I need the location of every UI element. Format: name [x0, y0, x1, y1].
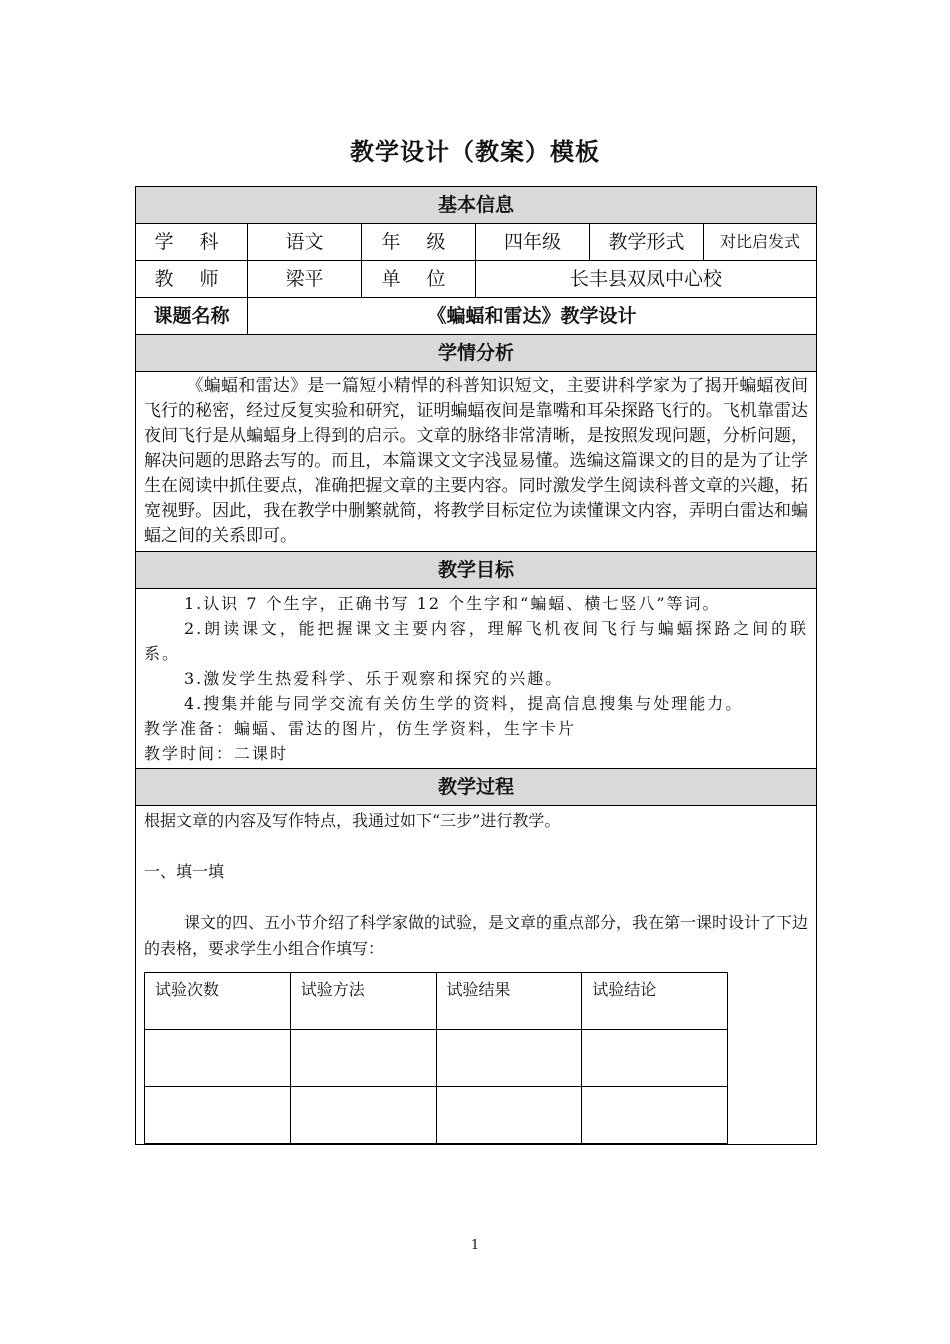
teacher-value: 梁平 — [248, 261, 362, 298]
empty-cell[interactable] — [436, 1030, 582, 1087]
header-trial-result: 试验结果 — [436, 973, 582, 1030]
process-intro: 根据文章的内容及写作特点，我通过如下“三步”进行教学。 — [144, 811, 561, 830]
experiment-table — [144, 972, 728, 1144]
process-header: 教学过程 — [136, 769, 817, 806]
unit-value: 长丰县双凤中心校 — [476, 261, 817, 298]
analysis-header: 学情分析 — [136, 335, 817, 372]
goals-cell — [136, 589, 817, 769]
analysis-text: 《蝙蝠和雷达》是一篇短小精悍的科普知识短文，主要讲科学家为了揭开蝙蝠夜间飞行的秘密，经过反复实验和研究，证明蝙蝠夜间是靠嘴和耳朵探路飞行的。飞机靠雷达夜间飞行是从蝙蝠身上得到的启示。文章的脉络非常清晰，是按照发现问题，分析问题，解决问题的思路去写的。而且，本篇课文文字浅显易懂。选编这篇课文的目的是为了让学生在阅读中抓住要点，准确把握文章的主要内容。同时激发学生阅读科普文章的兴趣，拓宽视野。因此，我在教学中删繁就简，将教学目标定位为读懂课文内容，弄明白雷达和蝙蝠之间的关系即可。 — [144, 376, 809, 546]
goals-header: 教学目标 — [136, 552, 817, 589]
topic-label: 课题名称 — [136, 298, 248, 335]
grade-value: 四年级 — [476, 224, 590, 261]
empty-cell[interactable] — [436, 1087, 582, 1144]
empty-cell[interactable] — [145, 1030, 291, 1087]
teaching-time: 教学时间：二课时 — [144, 744, 289, 763]
empty-cell[interactable] — [290, 1087, 436, 1144]
document-title: 教学设计（教案）模板 — [350, 138, 600, 166]
header-trial-conclusion: 试验结论 — [582, 973, 728, 1030]
empty-cell[interactable] — [290, 1030, 436, 1087]
lesson-plan-table — [135, 186, 817, 1145]
basic-info-header: 基本信息 — [136, 187, 817, 224]
topic-value: 《蝙蝠和雷达》教学设计 — [248, 298, 817, 335]
goal-item: 1.认识 7 个生字，正确书写 12 个生字和“蝙蝠、横七竖八”等词。 — [184, 594, 721, 613]
teaching-form-value: 对比启发式 — [704, 224, 817, 261]
process-description: 课文的四、五小节介绍了科学家做的试验，是文章的重点部分，我在第一课时设计了下边的表格，要求学生小组合作填写： — [144, 913, 809, 958]
header-trial-count: 试验次数 — [145, 973, 291, 1030]
grade-label: 年 级 — [362, 224, 476, 261]
empty-cell[interactable] — [582, 1087, 728, 1144]
process-cell — [136, 806, 817, 1145]
table-row — [145, 1030, 728, 1087]
subject-label: 学 科 — [136, 224, 248, 261]
subject-value: 语文 — [248, 224, 362, 261]
header-trial-method: 试验方法 — [290, 973, 436, 1030]
goal-item: 3.激发学生热爱科学、乐于观察和探究的兴趣。 — [184, 669, 564, 688]
empty-cell[interactable] — [582, 1030, 728, 1087]
analysis-cell — [136, 372, 817, 552]
teaching-form-label: 教学形式 — [590, 224, 704, 261]
page-number: 1 — [470, 1238, 480, 1253]
step-one-heading: 一、填一填 — [144, 862, 225, 881]
empty-cell[interactable] — [145, 1087, 291, 1144]
unit-label: 单 位 — [362, 261, 476, 298]
goal-item: 4.搜集并能与同学交流有关仿生学的资料，提高信息搜集与处理能力。 — [184, 694, 744, 713]
table-row — [145, 1087, 728, 1144]
teaching-prep: 教学准备：蝙蝠、雷达的图片，仿生学资料，生字卡片 — [144, 719, 577, 738]
teacher-label: 教 师 — [136, 261, 248, 298]
goal-item: 2.朗读课文，能把握课文主要内容，理解飞机夜间飞行与蝙蝠探路之间的联系。 — [144, 619, 809, 663]
